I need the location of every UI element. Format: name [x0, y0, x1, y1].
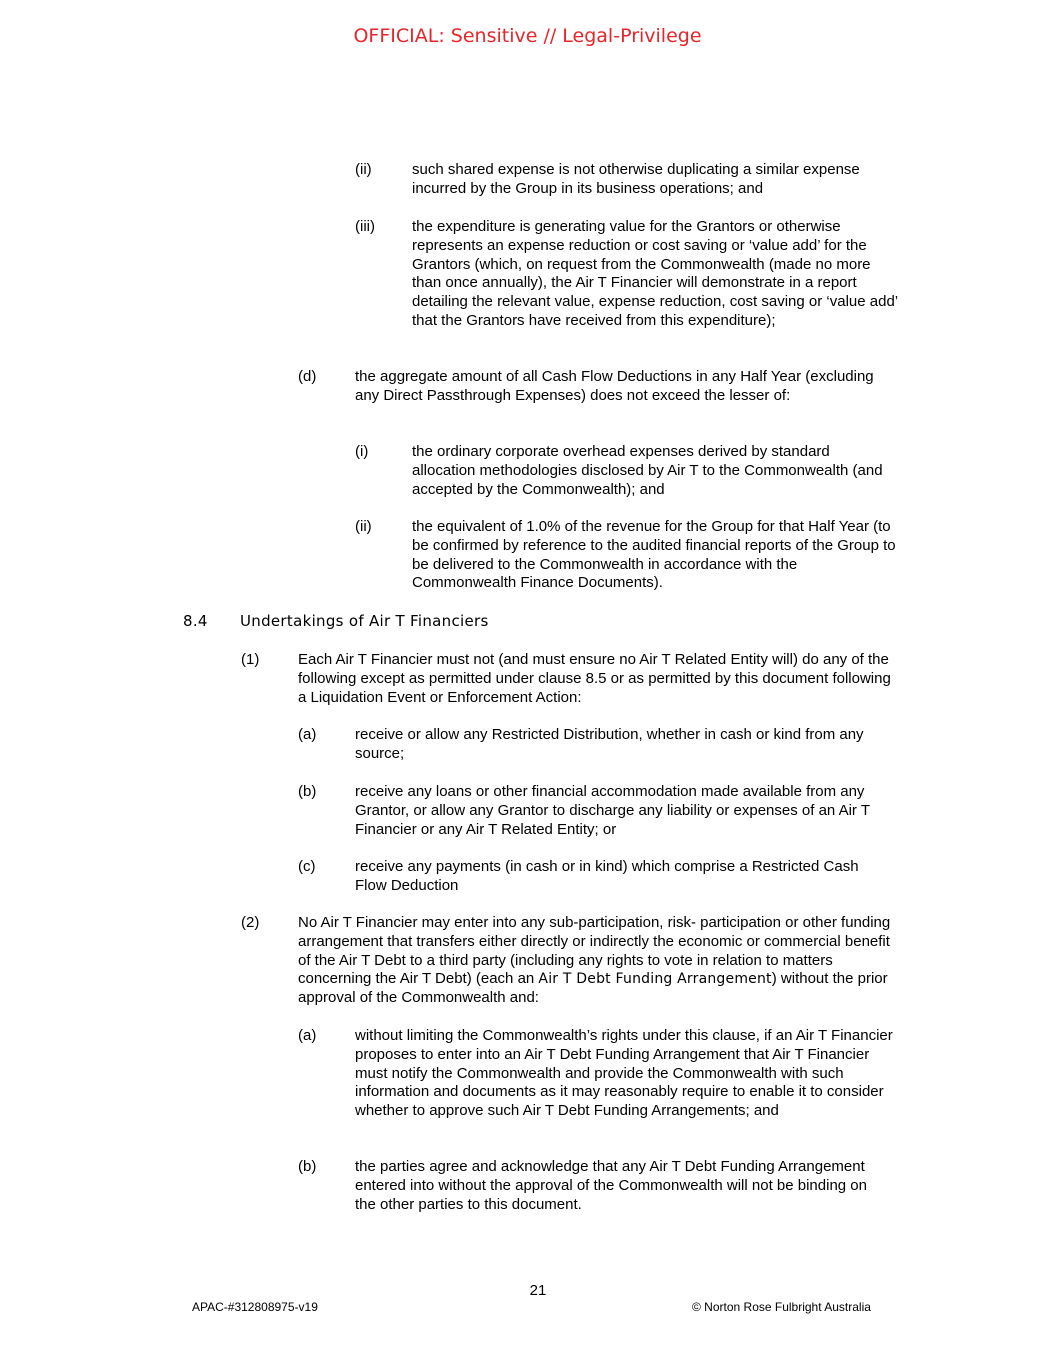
item-text: without limiting the Commonwealth’s rights under this clause, if an Air T Financier proposes to enter into an Air T Debt Funding Arrangement that Air T Financier must notify the Commonwealth and provide the Commonwealth with such information and documents as it may reasonably require to enable it to consider whether to approve such Air T Debt Funding Arrangements; and [355, 1027, 893, 1120]
item-label: (ii) [355, 518, 372, 535]
copyright-notice: © Norton Rose Fulbright Australia [692, 1300, 871, 1314]
section-title: Undertakings of Air T Financiers [240, 612, 489, 630]
item-label: (b) [298, 783, 317, 800]
classification-banner: OFFICIAL: Sensitive // Legal-Privilege [353, 25, 702, 47]
item-label: (a) [298, 1027, 317, 1044]
item-text: receive any payments (in cash or in kind) which comprise a Restricted Cash Flow Deduction [355, 858, 859, 894]
item-text [298, 914, 898, 1008]
item-label: (1) [241, 651, 260, 668]
item-text: the parties agree and acknowledge that any Air T Debt Funding Arrangement entered into without the approval of the Commonwealth will not be binding on the other parties to this document. [355, 1158, 867, 1213]
item-text: Each Air T Financier must not (and must ensure no Air T Related Entity will) do any of the following except as permitted under clause 8.5 or as permitted by this document following a Liquidation Event or Enforcement Action: [298, 651, 891, 706]
item-label: (b) [298, 1158, 317, 1175]
item-text: receive or allow any Restricted Distribution, whether in cash or kind from any source; [355, 726, 864, 762]
item-label: (a) [298, 726, 317, 743]
item-text: the equivalent of 1.0% of the revenue for the Group for that Half Year (to be confirmed by reference to the audited financial reports of the Group to be delivered to the Commonwealth in accordance with the Commonwealth Finance Documents). [412, 518, 896, 592]
item-label: (2) [241, 914, 260, 931]
item-text-after: ) without the prior approval of the Commonwealth and: [298, 970, 888, 1007]
item-text: such shared expense is not otherwise duplicating a similar expense incurred by the Group in its business operations; and [412, 161, 860, 197]
document-id: APAC-#312808975-v19 [192, 1300, 318, 1314]
item-label: (d) [298, 368, 317, 385]
defined-term: Air T Debt Funding Arrangement [538, 971, 772, 988]
item-text: the expenditure is generating value for the Grantors or otherwise represents an expense reduction or cost saving or ‘value add’ for the Grantors (which, on request from the Commonwealth (made no more than once annually), the Air T Financier will demonstrate in a report detailing the relevant value, expense reduction, cost saving or ‘value add’ that the Grantors have received from this expenditure); [412, 218, 898, 329]
item-text: the ordinary corporate overhead expenses derived by standard allocation methodologies disclosed by Air T to the Commonwealth (and accepted by the Commonwealth); and [412, 443, 883, 498]
item-text: receive any loans or other financial accommodation made available from any Grantor, or allow any Grantor to discharge any liability or expenses of an Air T Financier or any Air T Related Entity; or [355, 783, 870, 838]
item-label: (i) [355, 443, 369, 460]
item-text-before: No Air T Financier may enter into any sub-participation, risk- participation or other funding arrangement that transfers either directly or indirectly the economic or commercial benefit of the Air T Debt to a third party (including any rights to vote in relation to matters concerning the Air T Debt) (each an [298, 914, 891, 988]
item-label: (c) [298, 858, 316, 875]
item-label: (ii) [355, 161, 372, 178]
section-number: 8.4 [183, 612, 208, 630]
item-label: (iii) [355, 218, 375, 235]
page-number: 21 [529, 1282, 547, 1299]
item-text: the aggregate amount of all Cash Flow Deductions in any Half Year (excluding any Direct Passthrough Expenses) does not exceed the lesser of: [355, 368, 874, 404]
